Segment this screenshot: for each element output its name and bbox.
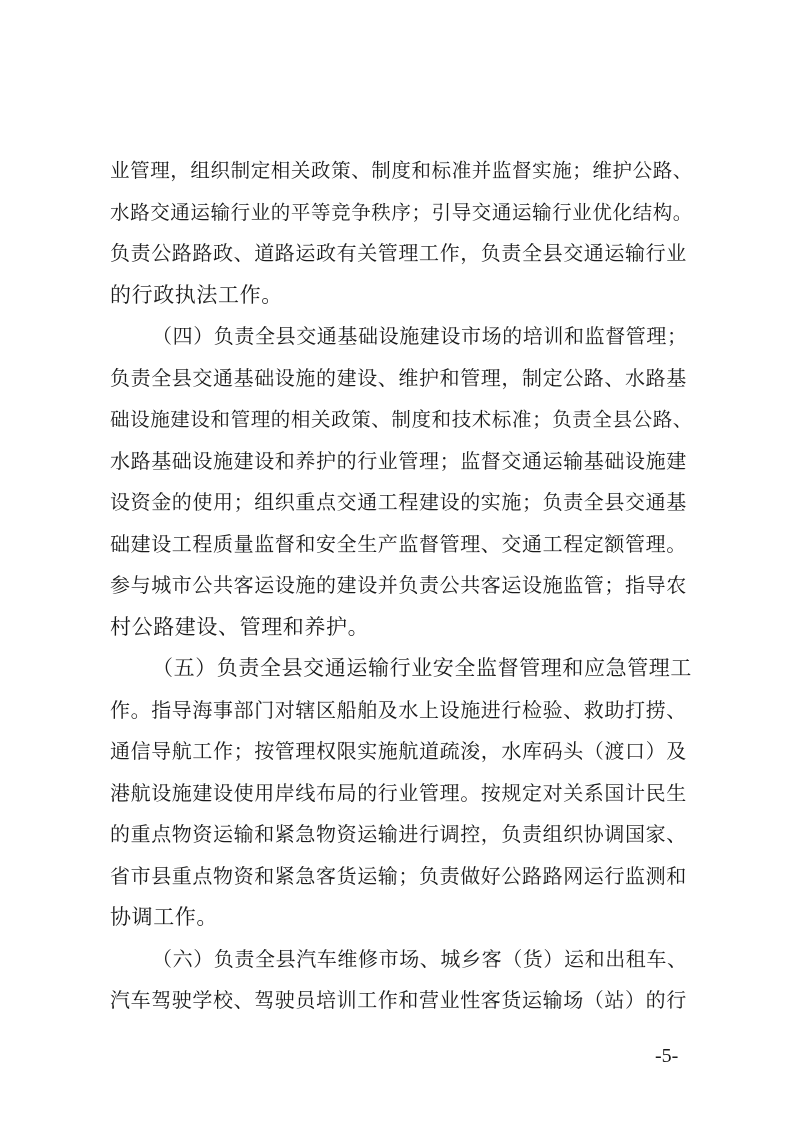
text-line: 负责全县交通基础设施的建设、维护和管理，制定公路、水路基 xyxy=(110,365,687,390)
text-line: 的行政执法工作。 xyxy=(110,282,283,307)
text-line: 省市县重点物资和紧急客货运输；负责做好公路路网运行监测和 xyxy=(110,863,687,888)
text-line: 汽车驾驶学校、驾驶员培训工作和营业性客货运输场（站）的行 xyxy=(110,988,687,1012)
text-line: 港航设施建设使用岸线布局的行业管理。按规定对关系国计民生 xyxy=(110,780,687,805)
text-line: 通信导航工作；按管理权限实施航道疏浚，水库码头（渡口）及 xyxy=(110,739,687,763)
page-number: -5- xyxy=(655,1045,679,1067)
text-line: 水路交通运输行业的平等竞争秩序；引导交通运输行业优化结构。 xyxy=(110,200,693,224)
text-line: 水路基础设施建设和养护的行业管理；监督交通运输基础设施建 xyxy=(110,448,687,473)
text-line: 业管理，组织制定相关政策、制度和标准并监督实施；维护公路、 xyxy=(110,159,693,182)
paragraph-start-6: （六）负责全县汽车维修市场、城乡客（货）运和出租车、 xyxy=(152,946,688,971)
text-line: 村公路建设、管理和养护。 xyxy=(110,614,370,639)
text-line: 参与城市公共客运设施的建设并负责公共客运设施监管；指导农 xyxy=(110,573,687,597)
text-line: 协调工作。 xyxy=(110,905,218,929)
body-text xyxy=(110,150,700,1022)
text-line: 的重点物资运输和紧急物资运输进行调控，负责组织协调国家、 xyxy=(110,822,687,846)
text-line: 础建设工程质量监督和安全生产监督管理、交通工程定额管理。 xyxy=(110,531,687,556)
text-line: 础设施建设和管理的相关政策、制度和技术标准；负责全县公路、 xyxy=(110,408,693,431)
text-line: 作。指导海事部门对辖区船舶及水上设施进行检验、救助打捞、 xyxy=(110,697,687,722)
paragraph-start-4: （四）负责全县交通基础设施建设市场的培训和监督管理； xyxy=(152,324,688,348)
text-line: 设资金的使用；组织重点交通工程建设的实施；负责全县交通基 xyxy=(110,490,687,514)
paragraph-start-5: （五）负责全县交通运输行业安全监督管理和应急管理工 xyxy=(152,656,692,680)
text-line: 负责公路路政、道路运政有关管理工作，负责全县交通运输行业 xyxy=(110,241,687,265)
